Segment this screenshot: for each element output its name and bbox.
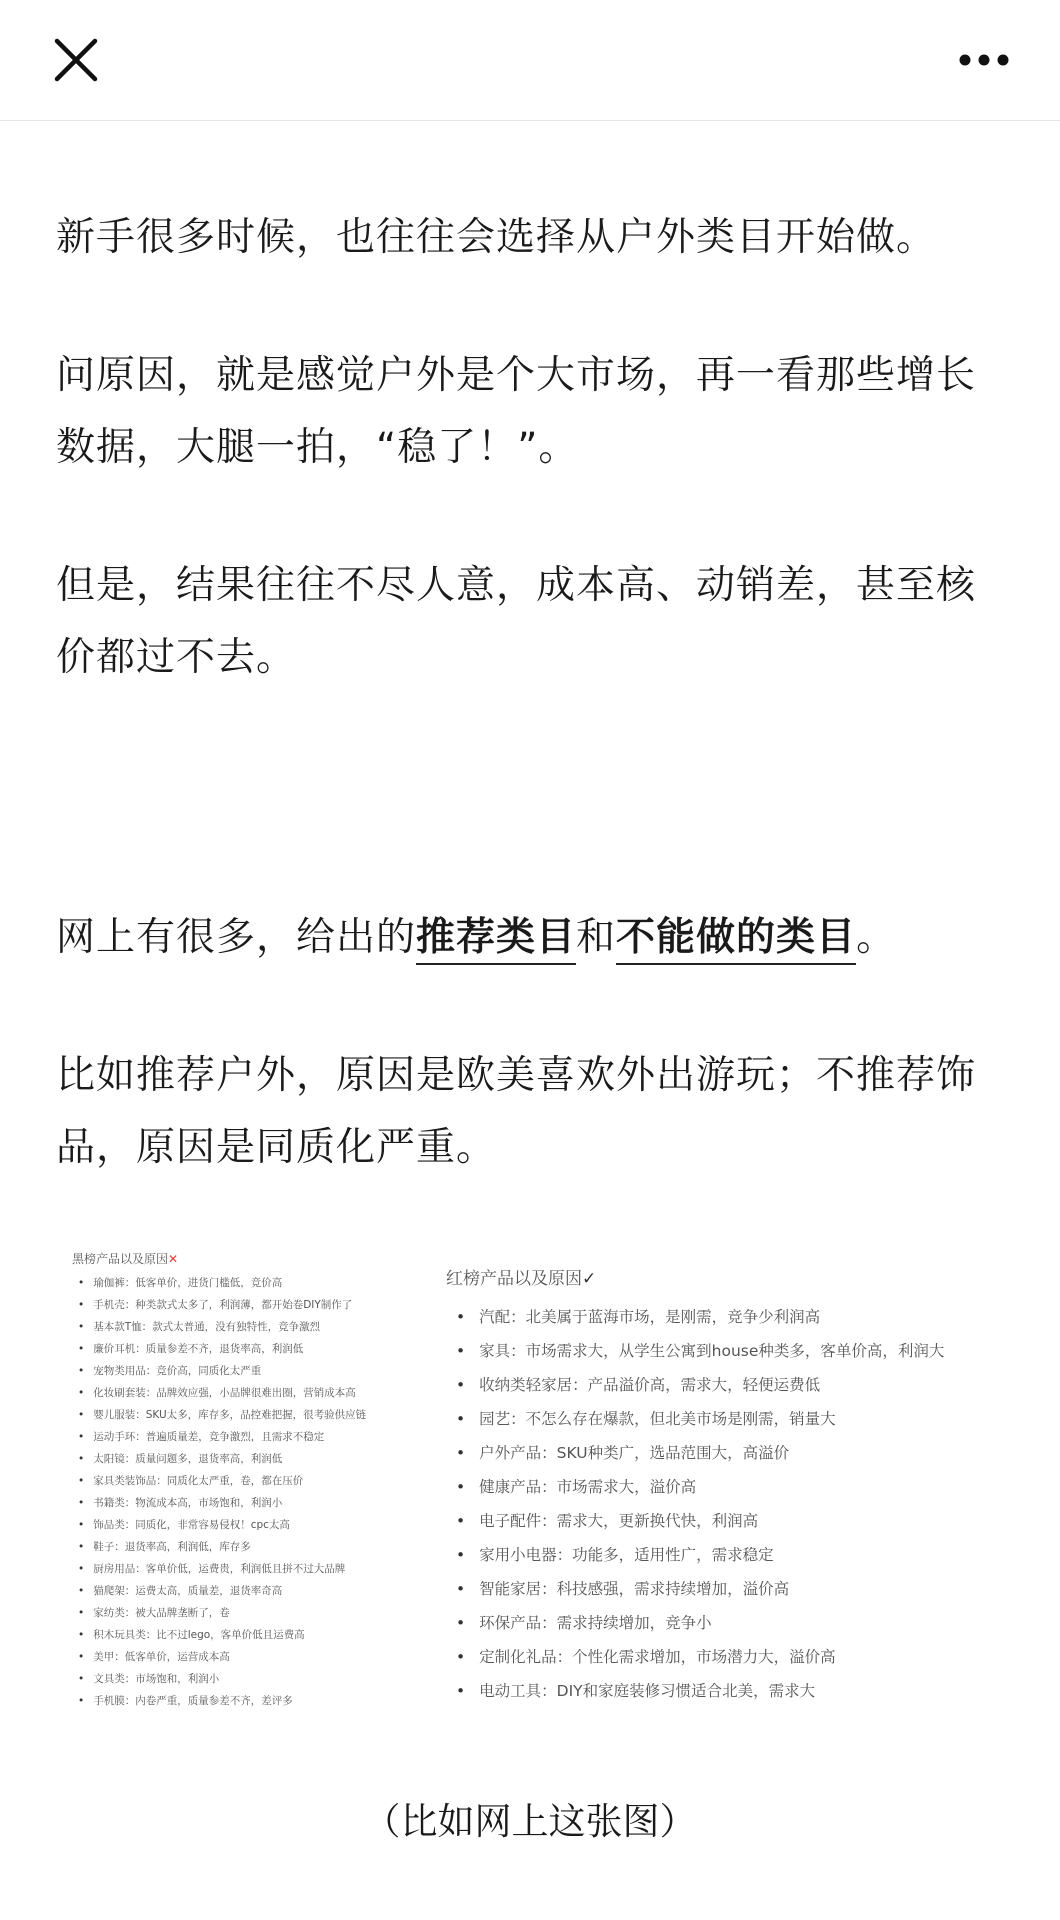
more-horizontal-icon <box>958 53 1010 67</box>
redlist-item: • 电子配件：需求大，更新换代快，利润高 <box>456 1504 998 1538</box>
redlist-item: • 户外产品：SKU种类广，选品范围大，高溢价 <box>456 1436 998 1470</box>
redlist-item: • 园艺：不怎么存在爆款，但北美市场是刚需，销量大 <box>456 1402 998 1436</box>
more-options-button[interactable] <box>950 26 1018 94</box>
paragraph-1: 新手很多时候，也往往会选择从户外类目开始做。 <box>56 215 937 260</box>
blacklist-item: • 书籍类：物流成本高，市场饱和，利润小 <box>78 1492 438 1514</box>
redlist-items <box>438 1300 998 1708</box>
blacklist-item: • 文具类：市场饱和，利润小 <box>78 1668 438 1690</box>
blacklist-items <box>68 1272 438 1712</box>
blacklist-item: • 手机膜：内卷严重，质量参差不齐，差评多 <box>78 1690 438 1712</box>
redlist-item: • 收纳类轻家居：产品溢价高，需求大，轻便运费低 <box>456 1368 998 1402</box>
image-caption: （比如网上这张图） <box>363 1800 697 1843</box>
blacklist-item: • 饰品类：同质化，非常容易侵权！cpc太高 <box>78 1514 438 1536</box>
cross-mark-icon: ✕ <box>168 1252 179 1266</box>
recommended-categories-emphasis: 推荐类目 <box>416 915 576 965</box>
redlist-item: • 汽配：北美属于蓝海市场，是刚需，竞争少利润高 <box>456 1300 998 1334</box>
blacklist-item: • 家纺类：被大品牌垄断了，卷 <box>78 1602 438 1624</box>
blacklist-item: • 猫爬架：运费太高，质量差，退货率奇高 <box>78 1580 438 1602</box>
blacklist-item: • 廉价耳机：质量参差不齐，退货率高，利润低 <box>78 1338 438 1360</box>
paragraph-4 <box>56 902 1006 974</box>
blacklist-column <box>68 1240 438 1720</box>
paragraph-5: 比如推荐户外，原因是欧美喜欢外出游玩；不推荐饰品，原因是同质化严重。 <box>56 1053 977 1170</box>
p4-suffix: 。 <box>856 915 897 960</box>
redlist-item: • 定制化礼品：个性化需求增加，市场潜力大，溢价高 <box>456 1640 998 1674</box>
redlist-item: • 家具：市场需求大，从学生公寓到house种类多，客单价高，利润大 <box>456 1334 998 1368</box>
paragraph-2: 问原因，就是感觉户外是个大市场，再一看那些增长数据，大腿一拍，“稳了！”。 <box>56 353 977 470</box>
p4-mid: 和 <box>576 915 617 960</box>
close-button[interactable] <box>42 26 110 94</box>
forbidden-categories-emphasis: 不能做的类目 <box>616 915 856 965</box>
blacklist-item: • 化妆刷套装：品牌效应强，小品牌很难出圈，营销成本高 <box>78 1382 438 1404</box>
blacklist-item: • 瑜伽裤：低客单价，进货门槛低，竞价高 <box>78 1272 438 1294</box>
blacklist-item: • 积木玩具类：比不过lego，客单价低且运费高 <box>78 1624 438 1646</box>
blacklist-item: • 运动手环：普遍质量差，竞争激烈，且需求不稳定 <box>78 1426 438 1448</box>
blacklist-item: • 厨房用品：客单价低，运费贵，利润低且拼不过大品牌 <box>78 1558 438 1580</box>
redlist-item: • 电动工具：DIY和家庭装修习惯适合北美，需求大 <box>456 1674 998 1708</box>
blacklist-item: • 婴儿服装：SKU太多，库存多，品控难把握，很考验供应链 <box>78 1404 438 1426</box>
blacklist-item: • 家具类装饰品：同质化太严重，卷，都在压价 <box>78 1470 438 1492</box>
redlist-item: • 健康产品：市场需求大，溢价高 <box>456 1470 998 1504</box>
blacklist-item: • 美甲：低客单价，运营成本高 <box>78 1646 438 1668</box>
redlist-column <box>438 1240 998 1720</box>
article-body <box>56 120 1006 1184</box>
category-list-image[interactable] <box>68 1240 998 1720</box>
redlist-title: 红榜产品以及原因✓ <box>446 1269 597 1289</box>
blacklist-item: • 太阳镜：质量问题多，退货率高，利润低 <box>78 1448 438 1470</box>
blacklist-item: • 基本款T恤：款式太普通，没有独特性，竞争激烈 <box>78 1316 438 1338</box>
blacklist-item: • 宠物类用品：竞价高，同质化太严重 <box>78 1360 438 1382</box>
blacklist-item: • 鞋子：退货率高，利润低，库存多 <box>78 1536 438 1558</box>
paragraph-3: 但是，结果往往不尽人意，成本高、动销差，甚至核价都过不去。 <box>56 563 977 680</box>
redlist-item: • 智能家居：科技感强，需求持续增加，溢价高 <box>456 1572 998 1606</box>
close-icon <box>53 37 99 83</box>
redlist-item: • 环保产品：需求持续增加，竞争小 <box>456 1606 998 1640</box>
p4-prefix: 网上有很多，给出的 <box>56 915 417 960</box>
check-mark-icon: ✓ <box>582 1269 597 1289</box>
blacklist-title: 黑榜产品以及原因✕ <box>72 1252 179 1266</box>
redlist-item: • 家用小电器：功能多，适用性广，需求稳定 <box>456 1538 998 1572</box>
top-bar <box>0 0 1060 121</box>
blacklist-item: • 手机壳：种类款式太多了，利润薄，都开始卷DIY制作了 <box>78 1294 438 1316</box>
